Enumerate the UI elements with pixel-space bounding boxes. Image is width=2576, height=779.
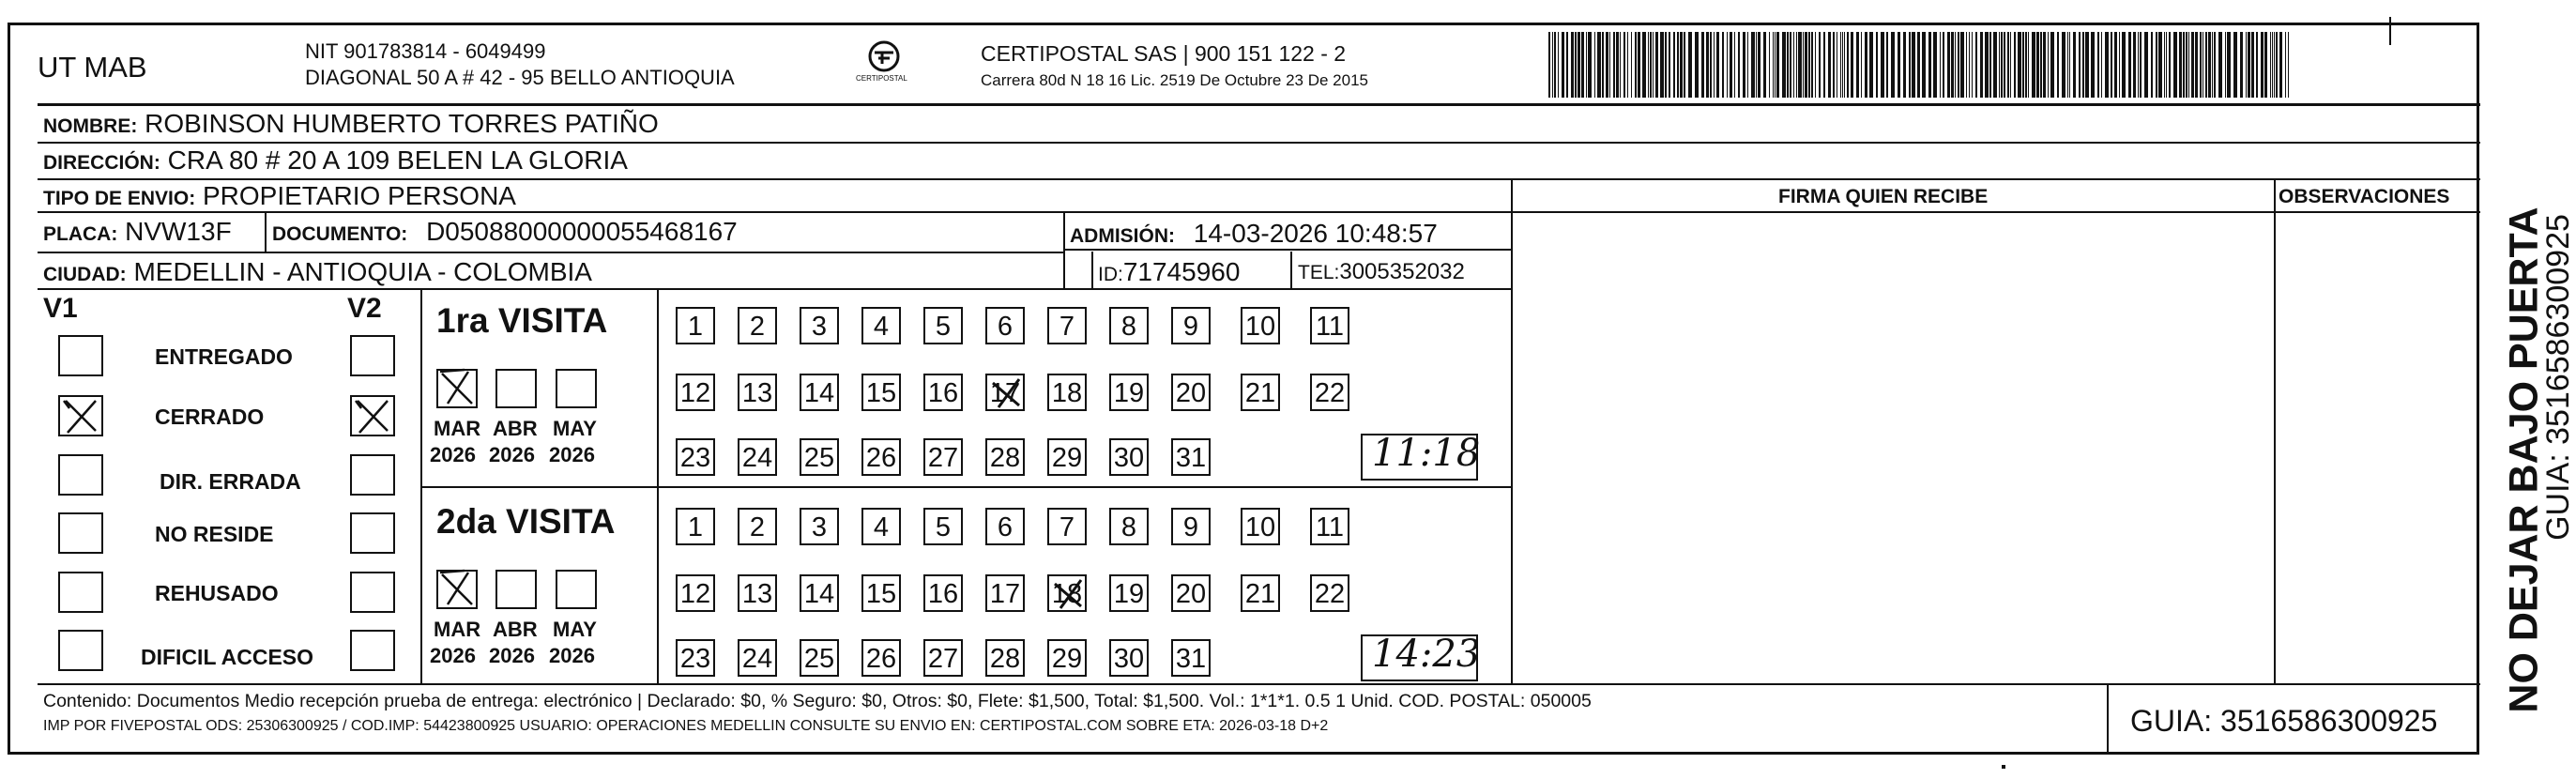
tipo-value: PROPIETARIO PERSONA <box>202 181 516 210</box>
day-number: 17 <box>989 579 1021 609</box>
day-cell[interactable] <box>676 374 715 411</box>
no-dejar-warning: NO DEJAR BAJO PUERTA <box>2501 206 2547 713</box>
day-number: 23 <box>679 443 711 473</box>
barcode <box>1548 32 2294 98</box>
ciudad-label: CIUDAD: <box>43 264 127 285</box>
day-cell[interactable] <box>1109 639 1149 677</box>
visit-separator <box>420 486 1511 488</box>
status-label: NO RESIDE <box>155 522 274 546</box>
day-number: 24 <box>741 443 773 473</box>
year-label: 2026 <box>489 644 535 667</box>
day-number: 11 <box>1315 512 1345 542</box>
day-cell[interactable] <box>676 438 715 476</box>
footer-guia-divider <box>2107 683 2109 755</box>
direccion-label: DIRECCIÓN: <box>43 152 160 174</box>
barcode-bars <box>1548 32 2294 98</box>
tipo-label: TIPO DE ENVIO: <box>43 188 196 209</box>
day-cell[interactable] <box>738 574 777 612</box>
firma-label: FIRMA QUIEN RECIBE <box>1778 186 1989 207</box>
footer-divider <box>38 683 2480 685</box>
company-nit: NIT 901783814 - 6049499 <box>305 39 546 63</box>
company-address: DIAGONAL 50 A # 42 - 95 BELLO ANTIOQUIA <box>305 66 735 89</box>
day-number: 5 <box>935 312 952 342</box>
day-cell[interactable] <box>861 307 901 344</box>
month-label: ABR <box>493 417 538 440</box>
v2-checkbox-0[interactable] <box>350 335 395 376</box>
status-label: ENTREGADO <box>155 344 293 369</box>
v1-checkbox-0[interactable] <box>58 335 103 376</box>
day-number: 26 <box>865 443 897 473</box>
handwritten-time: 14:23 <box>1372 633 1481 676</box>
v2-checkbox-2[interactable] <box>350 454 395 496</box>
day-number: 18 <box>1051 579 1083 609</box>
day-number: 4 <box>873 312 890 342</box>
day-cell[interactable] <box>923 574 963 612</box>
ciudad-row <box>43 259 592 285</box>
day-cell[interactable] <box>1047 639 1087 677</box>
day-number: 4 <box>873 512 890 542</box>
day-number: 14 <box>803 579 835 609</box>
ciudad-value: MEDELLIN - ANTIOQUIA - COLOMBIA <box>133 257 592 286</box>
day-cell[interactable] <box>676 574 715 612</box>
day-cell[interactable] <box>738 508 777 545</box>
day-cell[interactable] <box>861 374 901 411</box>
status-label: REHUSADO <box>155 581 279 605</box>
placa-row <box>43 219 232 245</box>
nombre-label: NOMBRE: <box>43 115 138 137</box>
day-cell[interactable] <box>1241 508 1280 545</box>
documento-value: D05088000000055468167 <box>426 217 738 246</box>
day-cell[interactable] <box>923 639 963 677</box>
day-cell[interactable] <box>923 374 963 411</box>
month-checkbox[interactable] <box>556 369 597 408</box>
day-cell[interactable] <box>985 508 1025 545</box>
side-guia: GUIA: 3516586300925 <box>2540 214 2576 541</box>
documento-row <box>272 219 738 245</box>
day-number: 12 <box>679 378 711 408</box>
day-cell[interactable] <box>1310 374 1349 411</box>
day-number: 8 <box>1120 512 1137 542</box>
day-number: 21 <box>1244 579 1276 609</box>
day-cell[interactable] <box>985 438 1025 476</box>
day-cell[interactable] <box>1171 574 1211 612</box>
day-number: 28 <box>989 443 1021 473</box>
day-number: 3 <box>811 512 828 542</box>
v1-checkbox-4[interactable] <box>58 572 103 613</box>
day-number: 27 <box>927 443 959 473</box>
day-number: 9 <box>1182 512 1199 542</box>
day-cell[interactable] <box>800 508 839 545</box>
day-cell[interactable] <box>1109 508 1149 545</box>
day-number: 2 <box>749 512 766 542</box>
day-cell[interactable] <box>861 438 901 476</box>
certipostal-logo-icon <box>856 38 912 94</box>
day-number: 8 <box>1120 312 1137 342</box>
company-name: UT MAB <box>38 51 147 84</box>
row-divider <box>38 142 2480 144</box>
day-number: 6 <box>997 512 1014 542</box>
day-number: 31 <box>1175 443 1207 473</box>
certipostal-name: CERTIPOSTAL SAS | 900 151 122 - 2 <box>981 41 1347 66</box>
id-row <box>1098 259 1240 285</box>
day-cell[interactable] <box>985 307 1025 344</box>
day-cell[interactable] <box>1047 307 1087 344</box>
day-number: 10 <box>1244 512 1276 542</box>
id-label: ID: <box>1098 264 1123 285</box>
placa-label: PLACA: <box>43 223 118 245</box>
day-number: 13 <box>741 378 773 408</box>
month-label: MAR <box>434 618 481 641</box>
admision-label: ADMISIÓN: <box>1070 225 1175 247</box>
corner-dot <box>2002 765 2005 769</box>
day-number: 27 <box>927 644 959 674</box>
cell-divider <box>1091 252 1093 288</box>
day-cell[interactable] <box>1310 574 1349 612</box>
day-cell[interactable] <box>1171 639 1211 677</box>
day-cell[interactable] <box>861 639 901 677</box>
day-cell[interactable] <box>738 438 777 476</box>
v2-checkbox-4[interactable] <box>350 572 395 613</box>
v2-checkbox-3[interactable] <box>350 512 395 554</box>
handwritten-check-mark <box>350 395 395 436</box>
day-cell[interactable] <box>1171 508 1211 545</box>
day-cell[interactable] <box>800 574 839 612</box>
day-cell[interactable] <box>738 374 777 411</box>
day-number: 18 <box>1051 378 1083 408</box>
day-number: 6 <box>997 312 1014 342</box>
day-number: 20 <box>1175 378 1207 408</box>
cell-divider <box>265 211 267 252</box>
month-checkbox[interactable] <box>495 369 537 408</box>
footer-imp: IMP POR FIVEPOSTAL ODS: 25306300925 / COD.IMP: 54423800925 USUARIO: OPERACIONES MEDELLIN CONSULTE SU ENVIO EN: CERTIPOSTAL.COM SOBRE ETA: 2026-03-18 D+2 <box>43 718 1329 734</box>
nombre-row <box>43 111 659 137</box>
row-divider <box>1063 249 1511 251</box>
nombre-value: ROBINSON HUMBERTO TORRES PATIÑO <box>145 109 659 138</box>
day-cell[interactable] <box>923 307 963 344</box>
direccion-value: CRA 80 # 20 A 109 BELEN LA GLORIA <box>167 145 628 175</box>
day-cell[interactable] <box>1109 438 1149 476</box>
observations-area[interactable] <box>2276 213 2478 682</box>
v1-checkbox-2[interactable] <box>58 454 103 496</box>
row-divider <box>38 178 2480 180</box>
placa-value: NVW13F <box>125 217 232 246</box>
day-number: 29 <box>1051 443 1083 473</box>
day-number: 17 <box>989 378 1021 408</box>
tel-row <box>1298 261 1465 283</box>
direccion-row <box>43 147 628 174</box>
certipostal-license: Carrera 80d N 18 16 Lic. 2519 De Octubre 23 De 2015 <box>981 71 1368 89</box>
day-number: 1 <box>687 312 704 342</box>
v2-label: V2 <box>347 293 382 324</box>
day-cell[interactable] <box>676 508 715 545</box>
day-number: 14 <box>803 378 835 408</box>
day-cell[interactable] <box>1171 307 1211 344</box>
signature-area[interactable] <box>1513 213 2273 682</box>
day-cell[interactable] <box>985 574 1025 612</box>
day-cell[interactable] <box>861 508 901 545</box>
day-cell[interactable] <box>923 438 963 476</box>
footer-guia: GUIA: 3516586300925 <box>2130 704 2438 738</box>
day-number: 20 <box>1175 579 1207 609</box>
day-number: 24 <box>741 644 773 674</box>
handwritten-day-mark <box>1047 574 1090 614</box>
handwritten-day-mark <box>985 374 1029 413</box>
day-number: 7 <box>1059 512 1075 542</box>
row-divider <box>38 211 1511 213</box>
day-number: 29 <box>1051 644 1083 674</box>
id-value: 71745960 <box>1122 257 1241 286</box>
day-cell[interactable] <box>800 307 839 344</box>
day-number: 21 <box>1244 378 1276 408</box>
day-cell[interactable] <box>1310 307 1349 344</box>
month-label: MAY <box>553 618 597 641</box>
v1-label: V1 <box>43 293 78 324</box>
year-label: 2026 <box>549 443 595 466</box>
tel-value: 3005352032 <box>1339 259 1465 284</box>
day-cell[interactable] <box>676 307 715 344</box>
day-cell[interactable] <box>1310 508 1349 545</box>
v1-checkbox-5[interactable] <box>58 630 103 671</box>
handwritten-time: 11:18 <box>1372 432 1481 475</box>
day-number: 13 <box>741 579 773 609</box>
day-cell[interactable] <box>738 639 777 677</box>
day-cell[interactable] <box>1241 374 1280 411</box>
handwritten-check-mark <box>436 567 483 610</box>
row-divider <box>38 288 1511 290</box>
documento-label: DOCUMENTO: <box>272 223 408 245</box>
day-number: 7 <box>1059 312 1075 342</box>
footer-content: Contenido: Documentos Medio recepción prueba de entrega: electrónico | Declarado: $0, % Seguro: $0, Otros: $0, Flete: $1,500, Total: $1,500. Vol.: 1*1*1. 0.5 1 Unid. COD. POSTAL: 050005 <box>43 691 1592 711</box>
day-number: 28 <box>989 644 1021 674</box>
status-label: CERRADO <box>155 405 265 429</box>
day-number: 19 <box>1113 378 1145 408</box>
day-number: 9 <box>1182 312 1199 342</box>
status-label: DIR. ERRADA <box>160 469 301 494</box>
day-cell[interactable] <box>1047 438 1087 476</box>
day-number: 23 <box>679 644 711 674</box>
month-checkbox[interactable] <box>495 570 537 609</box>
day-number: 22 <box>1314 378 1346 408</box>
day-number: 10 <box>1244 312 1276 342</box>
day-cell[interactable] <box>800 639 839 677</box>
day-cell[interactable] <box>1241 307 1280 344</box>
month-label: MAY <box>553 417 597 440</box>
day-cell[interactable] <box>861 574 901 612</box>
day-number: 1 <box>687 512 704 542</box>
v2-checkbox-5[interactable] <box>350 630 395 671</box>
day-number: 5 <box>935 512 952 542</box>
year-label: 2026 <box>549 644 595 667</box>
month-label: MAR <box>434 417 481 440</box>
day-number: 11 <box>1315 312 1345 342</box>
cell-divider <box>1063 211 1065 288</box>
day-number: 2 <box>749 312 766 342</box>
day-cell[interactable] <box>923 508 963 545</box>
day-cell[interactable] <box>1047 374 1087 411</box>
day-cell[interactable] <box>1241 574 1280 612</box>
day-cell[interactable] <box>800 374 839 411</box>
day-number: 3 <box>811 312 828 342</box>
day-number: 31 <box>1175 644 1207 674</box>
month-checkbox[interactable] <box>556 570 597 609</box>
cell-divider <box>1290 252 1292 288</box>
day-number: 25 <box>803 443 835 473</box>
handwritten-check-mark <box>436 366 483 409</box>
corner-mark <box>2389 17 2391 45</box>
visit-title: 2da VISITA <box>436 502 616 541</box>
year-label: 2026 <box>430 644 476 667</box>
admision-value: 14-03-2026 10:48:57 <box>1193 219 1438 248</box>
day-cell[interactable] <box>985 639 1025 677</box>
month-label: ABR <box>493 618 538 641</box>
day-cell[interactable] <box>1109 307 1149 344</box>
day-number: 30 <box>1113 443 1145 473</box>
handwritten-check-mark <box>58 395 103 436</box>
tipo-row <box>43 183 516 209</box>
year-label: 2026 <box>430 443 476 466</box>
admision-row <box>1070 221 1438 247</box>
day-number: 12 <box>679 579 711 609</box>
day-cell[interactable] <box>738 307 777 344</box>
day-cell[interactable] <box>1109 374 1149 411</box>
day-number: 15 <box>865 579 897 609</box>
day-cell[interactable] <box>800 438 839 476</box>
day-cell[interactable] <box>1047 508 1087 545</box>
day-cell[interactable] <box>1109 574 1149 612</box>
tel-label: TEL: <box>1298 262 1340 283</box>
day-number: 22 <box>1314 579 1346 609</box>
day-number: 30 <box>1113 644 1145 674</box>
day-number: 15 <box>865 378 897 408</box>
status-label: DIFICIL ACCESO <box>141 645 314 669</box>
day-number: 16 <box>927 579 959 609</box>
day-cell[interactable] <box>1171 374 1211 411</box>
day-cell[interactable] <box>1171 438 1211 476</box>
day-number: 19 <box>1113 579 1145 609</box>
row-divider <box>38 252 1063 253</box>
day-cell[interactable] <box>676 639 715 677</box>
day-number: 26 <box>865 644 897 674</box>
v1-checkbox-3[interactable] <box>58 512 103 554</box>
visit-title: 1ra VISITA <box>436 301 608 340</box>
logo-text: CERTIPOSTAL <box>856 74 907 83</box>
year-label: 2026 <box>489 443 535 466</box>
header-divider <box>38 103 2480 106</box>
observaciones-label: OBSERVACIONES <box>2279 186 2450 207</box>
day-number: 25 <box>803 644 835 674</box>
day-number: 16 <box>927 378 959 408</box>
